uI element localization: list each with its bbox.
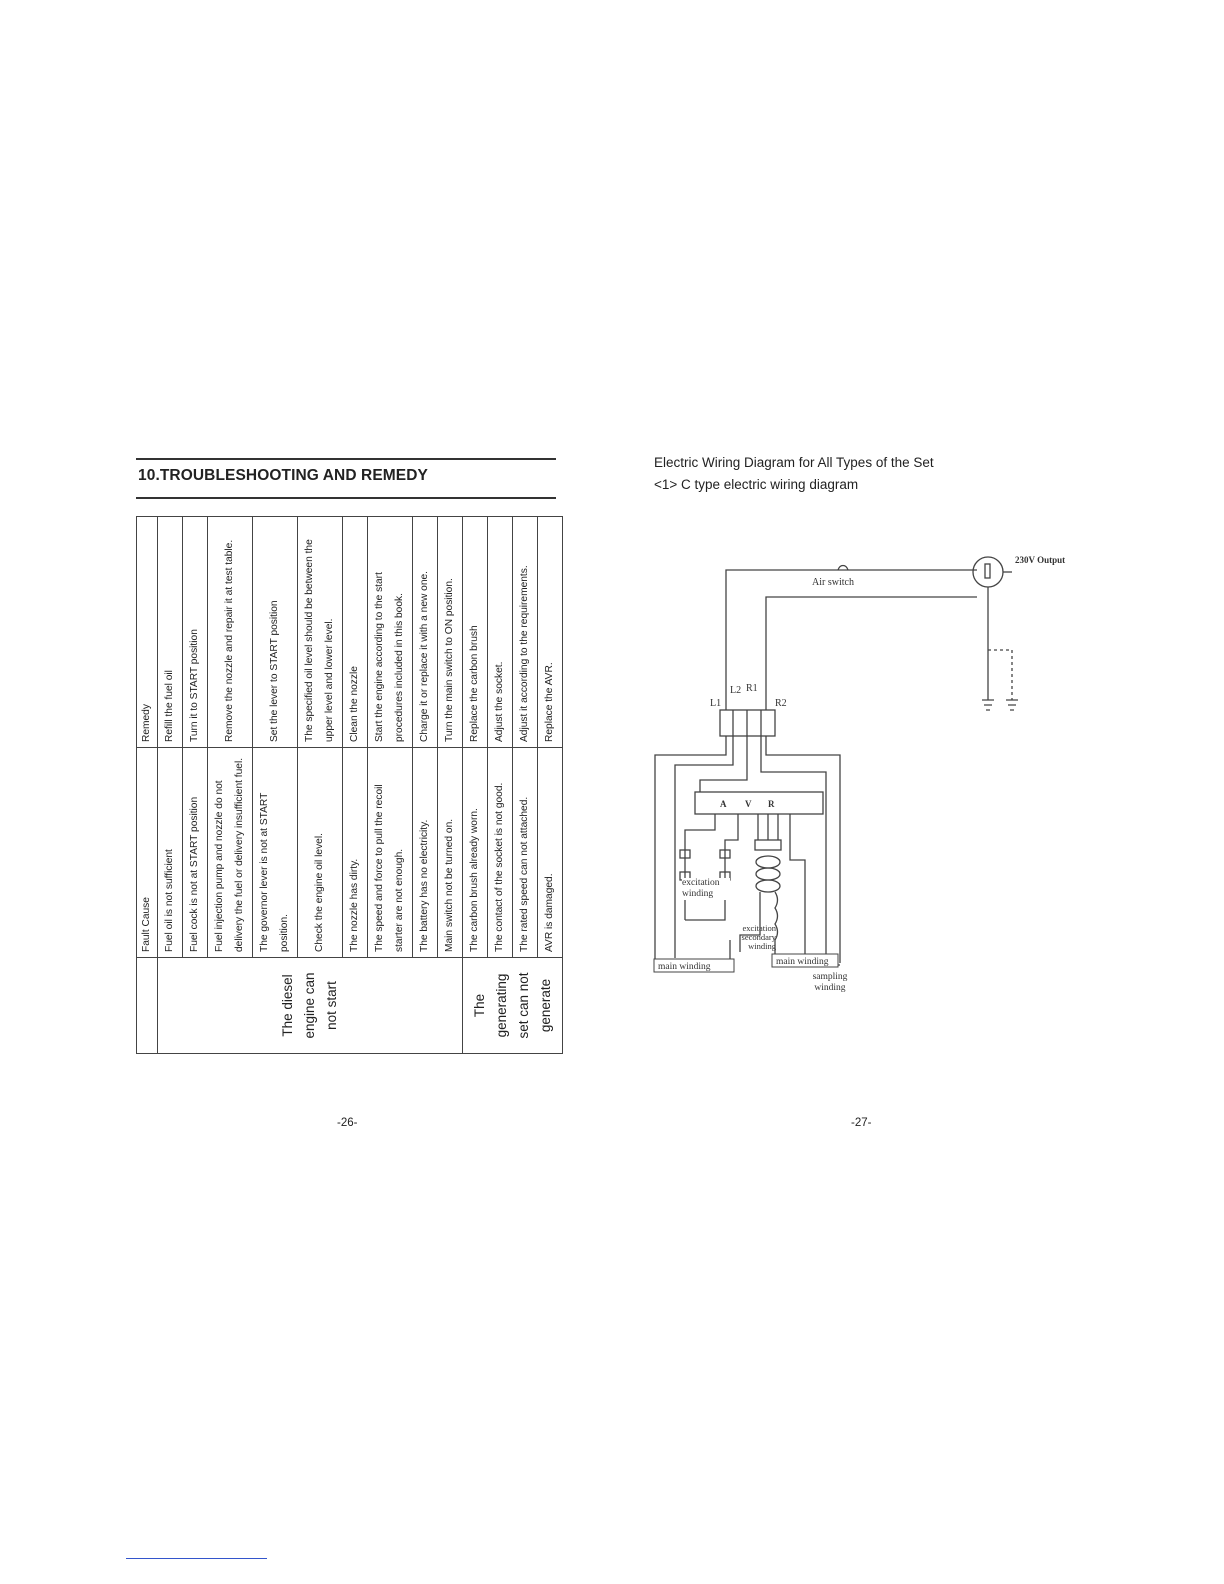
fault-cause-cell: The battery has no electricity.: [413, 748, 438, 958]
wire-r1: [700, 736, 747, 792]
main-winding-left-label: main winding: [658, 962, 711, 972]
fault-cause-cell: AVR is damaged.: [538, 748, 563, 958]
slip-ring-icon: [756, 868, 780, 880]
wire-output-l: [726, 570, 977, 710]
table-row: [463, 517, 488, 1054]
main-winding-right-label: main winding: [776, 957, 829, 967]
fault-cause-cell: The governor lever is not at START position.: [253, 748, 298, 958]
fault-cause-cell: Fuel cock is not at START position: [183, 748, 208, 958]
output-socket-icon: [973, 557, 1003, 587]
remedy-cell: Turn the main switch to ON position.: [438, 517, 463, 748]
wire-ground-dashed: [988, 650, 1012, 700]
remedy-cell: Refill the fuel oil: [158, 517, 183, 748]
title-top-rule: [136, 458, 556, 460]
output-label: 230V Output: [1015, 555, 1066, 565]
table-header-empty: [137, 958, 158, 1054]
fault-cause-cell: The carbon brush already worn.: [463, 748, 488, 958]
title-bottom-rule: [136, 497, 556, 499]
avr-a-label: A: [720, 799, 727, 809]
r2-label: R2: [775, 698, 787, 709]
table-row: [158, 517, 183, 1054]
avr-v-label: V: [745, 799, 752, 809]
wire-avr-brush: [758, 814, 778, 840]
avr-r-label: R: [768, 799, 775, 809]
exc-secondary-fo: [718, 924, 776, 960]
page-number-left: -26-: [337, 1117, 358, 1129]
excitation-winding-label: excitation winding: [682, 878, 730, 900]
slip-ring-icon: [756, 856, 780, 868]
wire-output-n: [766, 597, 977, 710]
remedy-cell: Adjust the socket.: [488, 517, 513, 748]
footer-link-underline: [126, 1558, 267, 1559]
table-header-fault-cause: Fault Cause: [137, 748, 158, 958]
diagram-section-title: Electric Wiring Diagram for All Types of the Set: [654, 455, 934, 470]
fault-cause-cell: Main switch not be turned on.: [438, 748, 463, 958]
remedy-cell: Adjust it according to the requirements.: [513, 517, 538, 748]
ground-icon: [1006, 700, 1018, 710]
remedy-cell: Replace the carbon brush: [463, 517, 488, 748]
diagram-subtitle: <1> C type electric wiring diagram: [654, 477, 859, 492]
avr-box: [695, 792, 823, 814]
remedy-cell: Turn it to START position: [183, 517, 208, 748]
l2-label: L2: [730, 685, 742, 696]
page-number-right: -27-: [851, 1117, 872, 1129]
fault-cause-cell: The contact of the socket is not good.: [488, 748, 513, 958]
excitation-secondary-winding-label: excitation secondary winding: [741, 924, 776, 951]
excitation-winding-fo: [682, 878, 730, 908]
remedy-cell: Set the lever to START position: [253, 517, 298, 748]
remedy-cell: Start the engine according to the start procedures included in this book.: [368, 517, 413, 748]
fault-cause-cell: The nozzle has dirty.: [343, 748, 368, 958]
brush-holder: [755, 840, 781, 850]
air-switch-label: Air switch: [812, 577, 854, 588]
remedy-cell: Charge it or replace it with a new one.: [413, 517, 438, 748]
ground-icon: [982, 700, 994, 710]
remedy-cell: Replace the AVR.: [538, 517, 563, 748]
sampling-winding-fo: [800, 972, 860, 998]
fault-cause-cell: The speed and force to pull the recoil starter are not enough.: [368, 748, 413, 958]
r1-label: R1: [746, 683, 758, 694]
section-title: 10.TROUBLESHOOTING AND REMEDY: [138, 467, 428, 484]
fault-cause-cell: Fuel oil is not sufficient: [158, 748, 183, 958]
wiring-diagram: [640, 540, 1100, 1010]
remedy-cell: The specified oil level should be between the upper level and lower level.: [298, 517, 343, 748]
fault-cause-cell: Fuel injection pump and nozzle do not delivery the fuel or delivery insufficient fuel.: [208, 748, 253, 958]
slip-ring-icon: [756, 880, 780, 892]
category-cell: The diesel engine can not start: [158, 958, 463, 1054]
troubleshooting-table: [136, 517, 556, 1054]
remedy-cell: Remove the nozzle and repair it at test table.: [208, 517, 253, 748]
table-header-remedy: Remedy: [137, 517, 158, 748]
wire-avr-sampling: [790, 814, 805, 958]
output-socket-pin: [985, 564, 990, 578]
category-cell: The generating set can not generate: [463, 958, 563, 1054]
table-header-row: [137, 517, 158, 1054]
air-switch-symbol: [838, 566, 848, 571]
sampling-winding-label: sampling winding: [812, 972, 848, 993]
fault-cause-cell: Check the engine oil level.: [298, 748, 343, 958]
terminal-dividers: [733, 710, 761, 736]
fault-cause-cell: The rated speed can not attached.: [513, 748, 538, 958]
l1-label: L1: [710, 698, 722, 709]
remedy-cell: Clean the nozzle: [343, 517, 368, 748]
